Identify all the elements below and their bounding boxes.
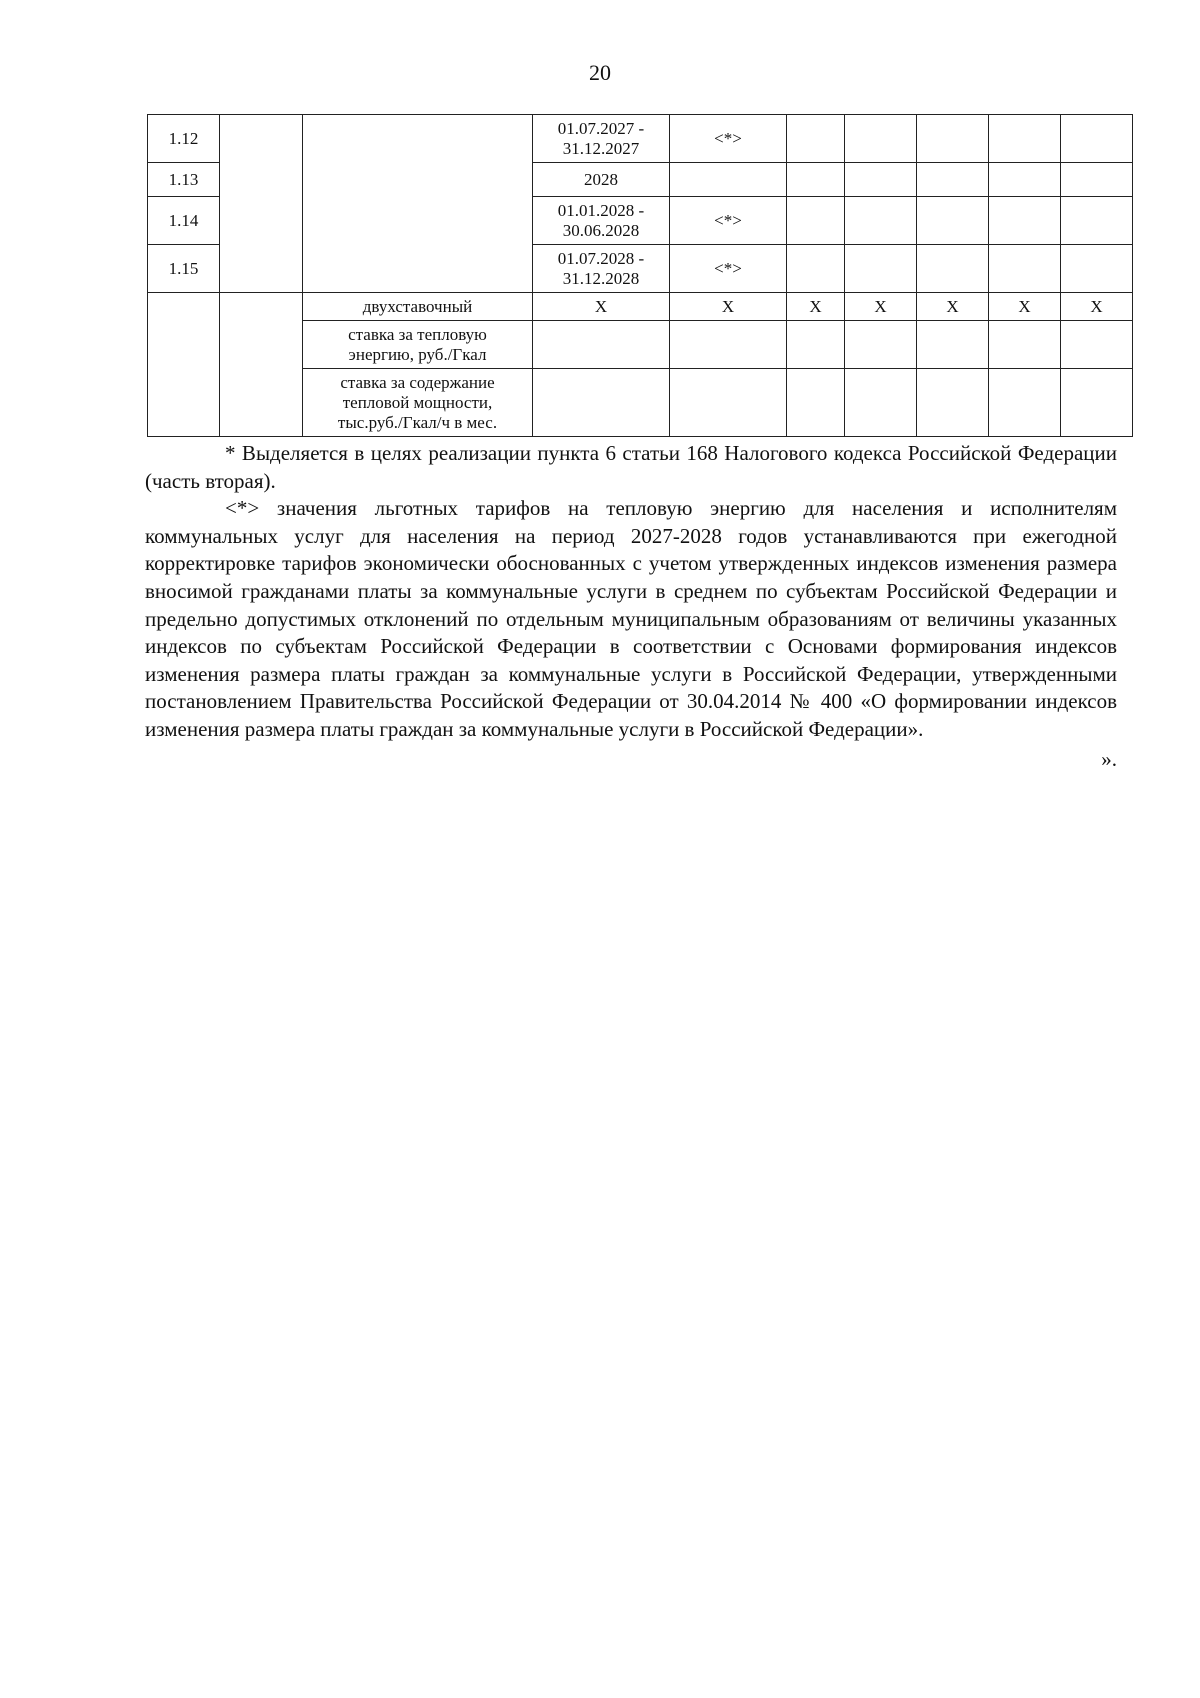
value-cell: <*> bbox=[670, 115, 787, 163]
empty-cell bbox=[1061, 369, 1133, 437]
empty-cell bbox=[1061, 163, 1133, 197]
empty-cell bbox=[845, 369, 917, 437]
table-row bbox=[148, 115, 1133, 163]
empty-cell bbox=[917, 115, 989, 163]
empty-cell bbox=[845, 321, 917, 369]
period-cell: 2028 bbox=[533, 163, 670, 197]
empty-cell bbox=[787, 163, 845, 197]
empty-cell bbox=[917, 321, 989, 369]
x-mark: X bbox=[917, 293, 989, 321]
x-mark: X bbox=[670, 293, 787, 321]
table-row bbox=[148, 293, 1133, 321]
empty-cell bbox=[917, 197, 989, 245]
period-cell: 01.07.2027 - 31.12.2027 bbox=[533, 115, 670, 163]
footnote-star: * Выделяется в целях реализации пункта 6 статьи 168 Налогового кодекса Российской Федерации (часть вторая). bbox=[145, 441, 1117, 493]
empty-cell bbox=[845, 245, 917, 293]
empty-cell bbox=[533, 321, 670, 369]
tariff-table bbox=[147, 114, 1133, 437]
empty-cell bbox=[670, 369, 787, 437]
x-mark: X bbox=[845, 293, 917, 321]
empty-cell bbox=[787, 369, 845, 437]
row-number: 1.14 bbox=[148, 197, 220, 245]
empty-cell bbox=[533, 369, 670, 437]
row-number: 1.13 bbox=[148, 163, 220, 197]
empty-cell bbox=[989, 369, 1061, 437]
closing-quote: ». bbox=[1101, 746, 1117, 771]
empty-cell bbox=[1061, 321, 1133, 369]
rate-capacity-label: ставка за содержание тепловой мощности, тыс.руб./Гкал/ч в мес. bbox=[303, 369, 533, 437]
empty-cell bbox=[917, 369, 989, 437]
empty-cell bbox=[220, 293, 303, 437]
empty-cell bbox=[787, 115, 845, 163]
empty-cell bbox=[1061, 245, 1133, 293]
empty-cell bbox=[845, 163, 917, 197]
x-mark: X bbox=[533, 293, 670, 321]
empty-cell bbox=[787, 197, 845, 245]
empty-cell bbox=[989, 163, 1061, 197]
empty-cell bbox=[845, 197, 917, 245]
empty-cell bbox=[148, 293, 220, 437]
empty-cell bbox=[1061, 115, 1133, 163]
footnotes bbox=[145, 440, 1117, 773]
empty-cell bbox=[917, 163, 989, 197]
row-number: 1.12 bbox=[148, 115, 220, 163]
value-cell bbox=[670, 163, 787, 197]
row-number: 1.15 bbox=[148, 245, 220, 293]
footnote-angle-star: <*> значения льготных тарифов на тепловую энергию для населения и исполнителям коммунальных услуг для населения на период 2027-2028 годов устанавливаются при ежегодной корректировке тарифов экономически обоснованных с учетом утвержденных индексов изменения размера вносимой гражданами платы за коммунальные услуги в среднем по субъектам Российской Федерации и предельно допустимых отклонений по отдельным муниципальным образованиям от величины указанных индексов по субъектам Российской Федерации в соответствии с Основами формирования индексов изменения размера платы граждан за коммунальные услуги в Российской Федерации, утвержденными постановлением Правительства Российской Федерации от 30.04.2014 № 400 «О формировании индексов изменения размера платы граждан за коммунальные услуги в Российской Федерации». bbox=[145, 496, 1117, 741]
x-mark: X bbox=[1061, 293, 1133, 321]
empty-cell bbox=[303, 115, 533, 293]
empty-cell bbox=[917, 245, 989, 293]
value-cell: <*> bbox=[670, 245, 787, 293]
empty-cell bbox=[989, 197, 1061, 245]
page-number: 20 bbox=[589, 60, 611, 85]
empty-cell bbox=[220, 115, 303, 293]
empty-cell bbox=[787, 321, 845, 369]
empty-cell bbox=[989, 245, 1061, 293]
empty-cell bbox=[845, 115, 917, 163]
two-part-label: двухставочный bbox=[303, 293, 533, 321]
x-mark: X bbox=[989, 293, 1061, 321]
period-cell: 01.01.2028 - 30.06.2028 bbox=[533, 197, 670, 245]
value-cell: <*> bbox=[670, 197, 787, 245]
period-cell: 01.07.2028 - 31.12.2028 bbox=[533, 245, 670, 293]
empty-cell bbox=[1061, 197, 1133, 245]
rate-energy-label: ставка за тепловую энергию, руб./Гкал bbox=[303, 321, 533, 369]
empty-cell bbox=[787, 245, 845, 293]
empty-cell bbox=[670, 321, 787, 369]
empty-cell bbox=[989, 115, 1061, 163]
empty-cell bbox=[989, 321, 1061, 369]
x-mark: X bbox=[787, 293, 845, 321]
